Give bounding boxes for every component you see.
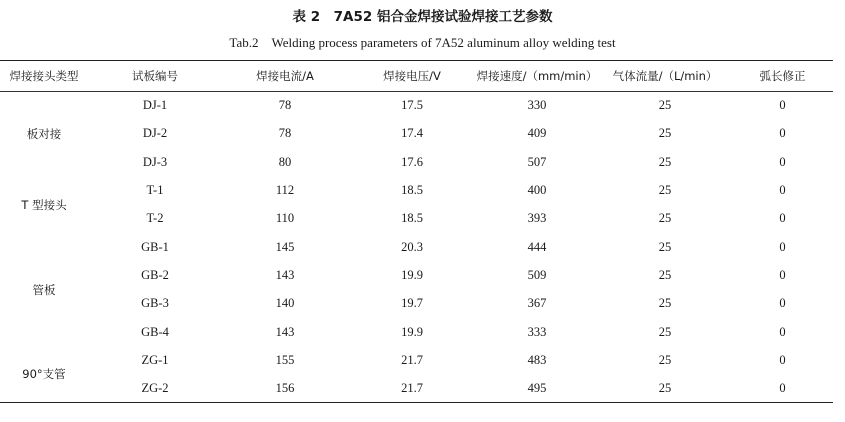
header-welding-speed: 焊接速度/（mm/min）	[476, 61, 598, 92]
cell-welding-voltage: 17.6	[401, 154, 423, 169]
table-row	[0, 374, 833, 402]
cell-welding-current: 145	[275, 239, 295, 254]
cell-welding-voltage: 21.7	[348, 374, 476, 402]
cell-welding-voltage: 21.7	[401, 352, 423, 367]
table-header	[0, 61, 833, 92]
table-row	[0, 233, 833, 261]
table-row	[0, 92, 833, 120]
cell-welding-speed: 409	[527, 126, 547, 141]
cell-welding-voltage: 19.9	[401, 267, 423, 282]
cell-specimen-id: GB-1	[141, 239, 169, 254]
cell-welding-current: 155	[275, 352, 295, 367]
cell-specimen-id: ZG-1	[141, 352, 169, 367]
cell-welding-current: 78	[278, 126, 292, 141]
cell-welding-speed: 400	[527, 183, 547, 198]
cell-welding-speed: 495	[476, 374, 598, 402]
cell-gas-flow: 25	[658, 154, 672, 169]
cell-welding-current: 80	[278, 154, 292, 169]
cell-gas-flow: 25	[658, 239, 672, 254]
cell-welding-voltage: 17.4	[401, 126, 423, 141]
header-row	[0, 61, 833, 92]
cell-arc-length-correction: 0	[779, 296, 786, 311]
table-row	[0, 205, 833, 233]
cell-joint-type: 管板	[32, 282, 56, 297]
cell-welding-current: 78	[278, 98, 292, 113]
table-caption-english: Tab.2 Welding process parameters of 7A52 aluminum alloy welding test	[229, 35, 616, 50]
table-row	[0, 346, 833, 374]
table-row	[0, 290, 833, 318]
cell-specimen-id: T-1	[146, 183, 164, 198]
table-caption-chinese: 表 2 7A52 铝合金焊接试验焊接工艺参数	[292, 9, 553, 25]
cell-specimen-id: GB-3	[141, 296, 169, 311]
cell-specimen-id: GB-2	[141, 267, 169, 282]
cell-welding-speed: 507	[527, 154, 547, 169]
cell-gas-flow: 25	[658, 352, 672, 367]
cell-joint-type: 板对接	[26, 127, 62, 142]
header-joint-type: 焊接接头类型	[0, 61, 88, 92]
cell-joint-type: T 型接头	[21, 197, 67, 212]
cell-gas-flow: 25	[658, 296, 672, 311]
cell-welding-speed: 444	[527, 239, 547, 254]
cell-welding-voltage: 20.3	[401, 239, 423, 254]
cell-specimen-id: T-2	[146, 211, 164, 226]
cell-welding-speed: 367	[527, 296, 547, 311]
header-welding-voltage: 焊接电压/V	[348, 61, 476, 92]
cell-specimen-id: ZG-2	[88, 374, 222, 402]
table-body	[0, 92, 833, 403]
cell-welding-speed: 509	[527, 267, 547, 282]
header-specimen-id: 试板编号	[88, 61, 222, 92]
cell-arc-length-correction: 0	[779, 239, 786, 254]
table-row	[0, 261, 833, 289]
cell-welding-current: 110	[275, 211, 295, 226]
cell-welding-speed: 483	[527, 352, 547, 367]
header-arc-length-correction: 弧长修正	[732, 61, 833, 92]
cell-welding-current: 112	[275, 183, 295, 198]
cell-arc-length-correction: 0	[779, 126, 786, 141]
cell-welding-voltage: 18.5	[401, 211, 423, 226]
cell-arc-length-correction: 0	[779, 352, 786, 367]
cell-gas-flow: 25	[658, 126, 672, 141]
cell-specimen-id: DJ-2	[142, 126, 168, 141]
cell-gas-flow: 25	[658, 267, 672, 282]
cell-gas-flow: 25	[658, 183, 672, 198]
table-row	[0, 318, 833, 346]
cell-gas-flow: 25	[658, 211, 672, 226]
header-gas-flow: 气体流量/（L/min）	[598, 61, 732, 92]
cell-gas-flow: 25	[658, 98, 672, 113]
cell-arc-length-correction: 0	[779, 183, 786, 198]
cell-welding-speed: 330	[527, 98, 547, 113]
cell-specimen-id: GB-4	[141, 324, 169, 339]
welding-parameters-table	[0, 60, 833, 403]
cell-welding-current: 143	[275, 267, 295, 282]
table-row	[0, 148, 833, 176]
cell-welding-current: 156	[222, 374, 348, 402]
cell-specimen-id: DJ-1	[142, 98, 168, 113]
cell-specimen-id: DJ-3	[142, 154, 168, 169]
cell-welding-speed: 333	[527, 324, 547, 339]
cell-arc-length-correction: 0	[779, 154, 786, 169]
cell-arc-length-correction: 0	[732, 374, 833, 402]
cell-gas-flow: 25	[658, 324, 672, 339]
cell-welding-current: 140	[275, 296, 295, 311]
cell-gas-flow: 25	[598, 374, 732, 402]
cell-joint-type: 90°支管	[0, 346, 88, 403]
cell-arc-length-correction: 0	[779, 324, 786, 339]
cell-welding-speed: 393	[527, 211, 547, 226]
table-row	[0, 120, 833, 148]
cell-welding-voltage: 19.9	[401, 324, 423, 339]
cell-welding-current: 143	[275, 324, 295, 339]
cell-arc-length-correction: 0	[779, 98, 786, 113]
table-row	[0, 176, 833, 204]
cell-arc-length-correction: 0	[779, 211, 786, 226]
header-welding-current: 焊接电流/A	[222, 61, 348, 92]
cell-arc-length-correction: 0	[779, 267, 786, 282]
cell-welding-voltage: 17.5	[401, 98, 423, 113]
cell-welding-voltage: 18.5	[401, 183, 423, 198]
cell-welding-voltage: 19.7	[401, 296, 423, 311]
